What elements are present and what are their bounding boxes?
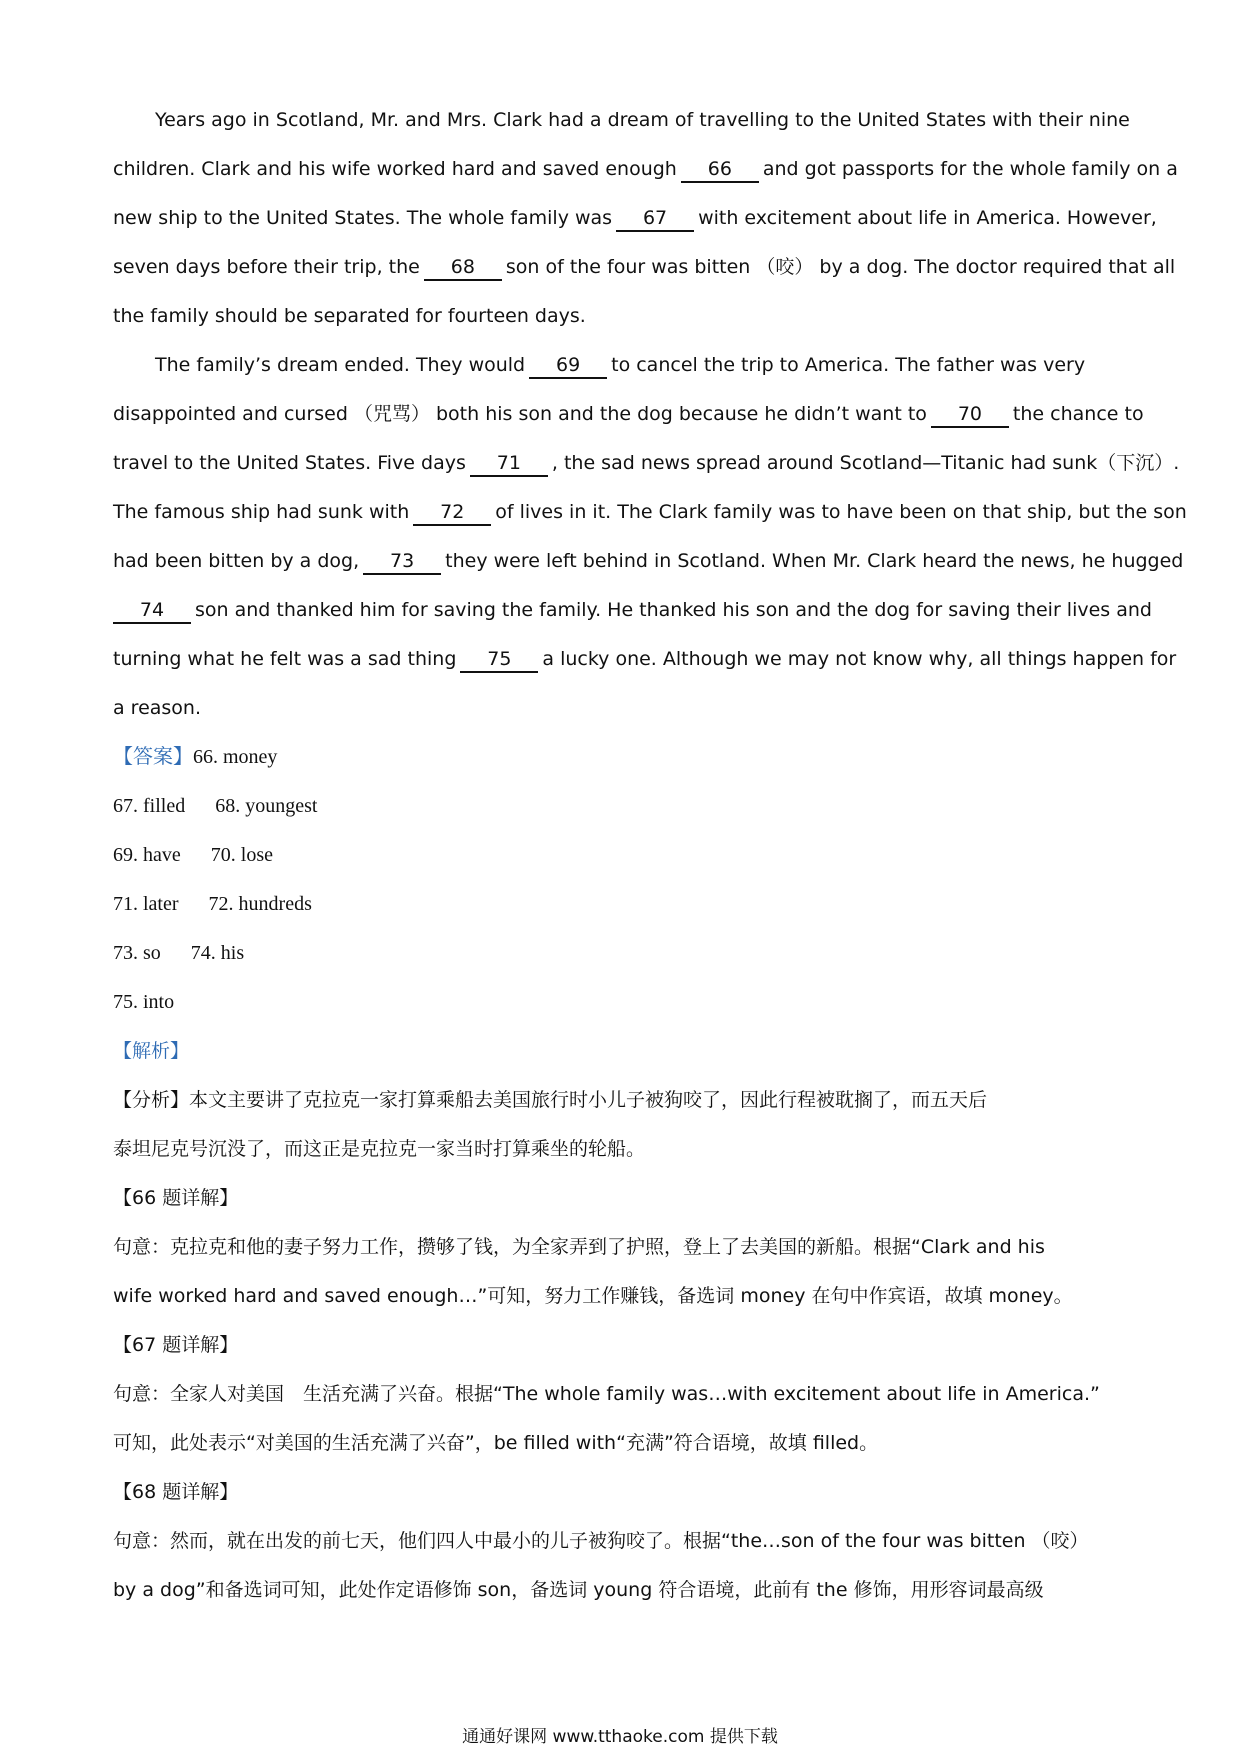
answer-label: 【答案】 bbox=[113, 746, 193, 768]
detail-heading-67 bbox=[113, 1321, 1133, 1370]
analysis-line bbox=[113, 1125, 1133, 1174]
passage bbox=[113, 96, 1187, 733]
answer-item: 69. have bbox=[113, 844, 181, 866]
passage-text: seven days before their trip, the bbox=[113, 256, 420, 278]
passage-line bbox=[113, 586, 1152, 635]
answer-item: 67. filled bbox=[113, 795, 186, 817]
passage-text: a lucky one. Although we may not know why, all things happen for bbox=[542, 648, 1177, 670]
answer-line bbox=[113, 880, 1133, 929]
passage-text: the family should be separated for fourteen days. bbox=[113, 305, 586, 327]
blank-71: 71 bbox=[470, 452, 548, 477]
passage-line bbox=[113, 439, 1180, 488]
passage-text: son and thanked him for saving the family. He thanked his son and the dog for saving their lives and bbox=[195, 599, 1152, 621]
detail-heading-68 bbox=[113, 1468, 1133, 1517]
passage-text: with excitement about life in America. However, bbox=[698, 207, 1157, 229]
passage-line bbox=[113, 243, 1176, 292]
blank-73: 73 bbox=[363, 550, 441, 575]
passage-line bbox=[113, 341, 1133, 390]
answer-line bbox=[113, 831, 1133, 880]
passage-text: Years ago in Scotland, Mr. and Mrs. Clark had a dream of travelling to the United States with their nine bbox=[155, 109, 1130, 131]
passage-text: and got passports for the whole family on a bbox=[762, 158, 1178, 180]
passage-text: of lives in it. The Clark family was to have been on that ship, but the son bbox=[495, 501, 1187, 523]
analysis-line bbox=[113, 1223, 1133, 1272]
blank-66: 66 bbox=[681, 158, 759, 183]
passage-line bbox=[113, 684, 1133, 733]
passage-text: new ship to the United States. The whole family was bbox=[113, 207, 613, 229]
analysis-line bbox=[113, 1419, 1133, 1468]
blank-75: 75 bbox=[460, 648, 538, 673]
passage-text: disappointed and cursed （咒骂） both his son and the dog because he didn’t want to bbox=[113, 403, 927, 425]
passage-line bbox=[113, 488, 1187, 537]
passage-text: son of the four was bitten （咬） by a dog. The doctor required that all bbox=[505, 256, 1176, 278]
analysis-line bbox=[113, 1076, 1133, 1125]
answer-line bbox=[113, 978, 1133, 1027]
answer-line bbox=[113, 733, 1133, 782]
passage-text: The family’s dream ended. They would bbox=[155, 354, 526, 376]
answer-item: 68. youngest bbox=[215, 795, 318, 817]
passage-line bbox=[113, 194, 1157, 243]
analysis-text: 句意：然而，就在出发的前七天，他们四人中最小的儿子被狗咬了。根据“the…son of the four was bitten （咬） bbox=[113, 1530, 1089, 1552]
answer-item: 70. lose bbox=[210, 844, 273, 866]
analysis-line bbox=[113, 1517, 1133, 1566]
passage-text: turning what he felt was a sad thing bbox=[113, 648, 457, 670]
analysis-text: 句意：克拉克和他的妻子努力工作，攒够了钱，为全家弄到了护照，登上了去美国的新船。根据“Clark and his bbox=[113, 1236, 1045, 1258]
passage-text: to cancel the trip to America. The father was very bbox=[611, 354, 1086, 376]
document-body bbox=[113, 96, 1187, 1615]
answer-item: 73. so bbox=[113, 942, 161, 964]
passage-text: the chance to bbox=[1012, 403, 1144, 425]
answer-item: 75. into bbox=[113, 991, 175, 1013]
passage-text: travel to the United States. Five days bbox=[113, 452, 466, 474]
detail-heading: 【68 题详解】 bbox=[113, 1481, 239, 1503]
answer-item: 66. money bbox=[193, 746, 278, 768]
answers bbox=[113, 733, 1133, 1027]
analysis-text: 泰坦尼克号沉没了，而这正是克拉克一家当时打算乘坐的轮船。 bbox=[113, 1138, 646, 1160]
passage-text: , the sad news spread around Scotland—Titanic had sunk（下沉）. bbox=[551, 452, 1180, 474]
analysis-text: by a dog”和备选词可知，此处作定语修饰 son，备选词 young 符合语境，此前有 the 修饰，用形容词最高级 bbox=[113, 1579, 1044, 1601]
passage-text: children. Clark and his wife worked hard and saved enough bbox=[113, 158, 677, 180]
analysis bbox=[113, 1027, 1133, 1615]
answer-line bbox=[113, 782, 1133, 831]
blank-68: 68 bbox=[424, 256, 502, 281]
blank-74: 74 bbox=[113, 599, 191, 624]
analysis-text: 可知，此处表示“对美国的生活充满了兴奋”，be filled with“充满”符合语境，故填 filled。 bbox=[113, 1432, 879, 1454]
blank-67: 67 bbox=[616, 207, 694, 232]
analysis-line bbox=[113, 1272, 1133, 1321]
passage-line bbox=[113, 96, 1133, 145]
passage-line bbox=[113, 292, 1133, 341]
blank-69: 69 bbox=[529, 354, 607, 379]
detail-heading-66 bbox=[113, 1174, 1133, 1223]
analysis-label: 【解析】 bbox=[113, 1040, 190, 1062]
blank-72: 72 bbox=[413, 501, 491, 526]
analysis-text: wife worked hard and saved enough…”可知，努力工作赚钱，备选词 money 在句中作宾语，故填 money。 bbox=[113, 1285, 1073, 1307]
answer-line bbox=[113, 929, 1133, 978]
detail-heading: 【67 题详解】 bbox=[113, 1334, 239, 1356]
detail-heading: 【66 题详解】 bbox=[113, 1187, 239, 1209]
analysis-line bbox=[113, 1370, 1133, 1419]
passage-line bbox=[113, 537, 1184, 586]
passage-line bbox=[113, 145, 1178, 194]
passage-line bbox=[113, 390, 1144, 439]
answer-item: 74. his bbox=[190, 942, 245, 964]
passage-text: had been bitten by a dog, bbox=[113, 550, 360, 572]
passage-text: a reason. bbox=[113, 697, 202, 719]
blank-70: 70 bbox=[931, 403, 1009, 428]
passage-text: The famous ship had sunk with bbox=[113, 501, 410, 523]
analysis-text: 句意：全家人对美国 生活充满了兴奋。根据“The whole family was…with excitement about life in America.” bbox=[113, 1383, 1100, 1405]
analysis-line bbox=[113, 1566, 1133, 1615]
passage-line bbox=[113, 635, 1177, 684]
analysis-label-line bbox=[113, 1027, 1133, 1076]
passage-text: they were left behind in Scotland. When Mr. Clark heard the news, he hugged bbox=[445, 550, 1184, 572]
page-footer: 通通好课网 www.tthaoke.com 提供下载 bbox=[462, 1727, 778, 1747]
analysis-text: 【分析】本文主要讲了克拉克一家打算乘船去美国旅行时小儿子被狗咬了，因此行程被耽搁了，而五天后 bbox=[113, 1089, 988, 1111]
answer-item: 72. hundreds bbox=[208, 893, 312, 915]
answer-item: 71. later bbox=[113, 893, 179, 915]
